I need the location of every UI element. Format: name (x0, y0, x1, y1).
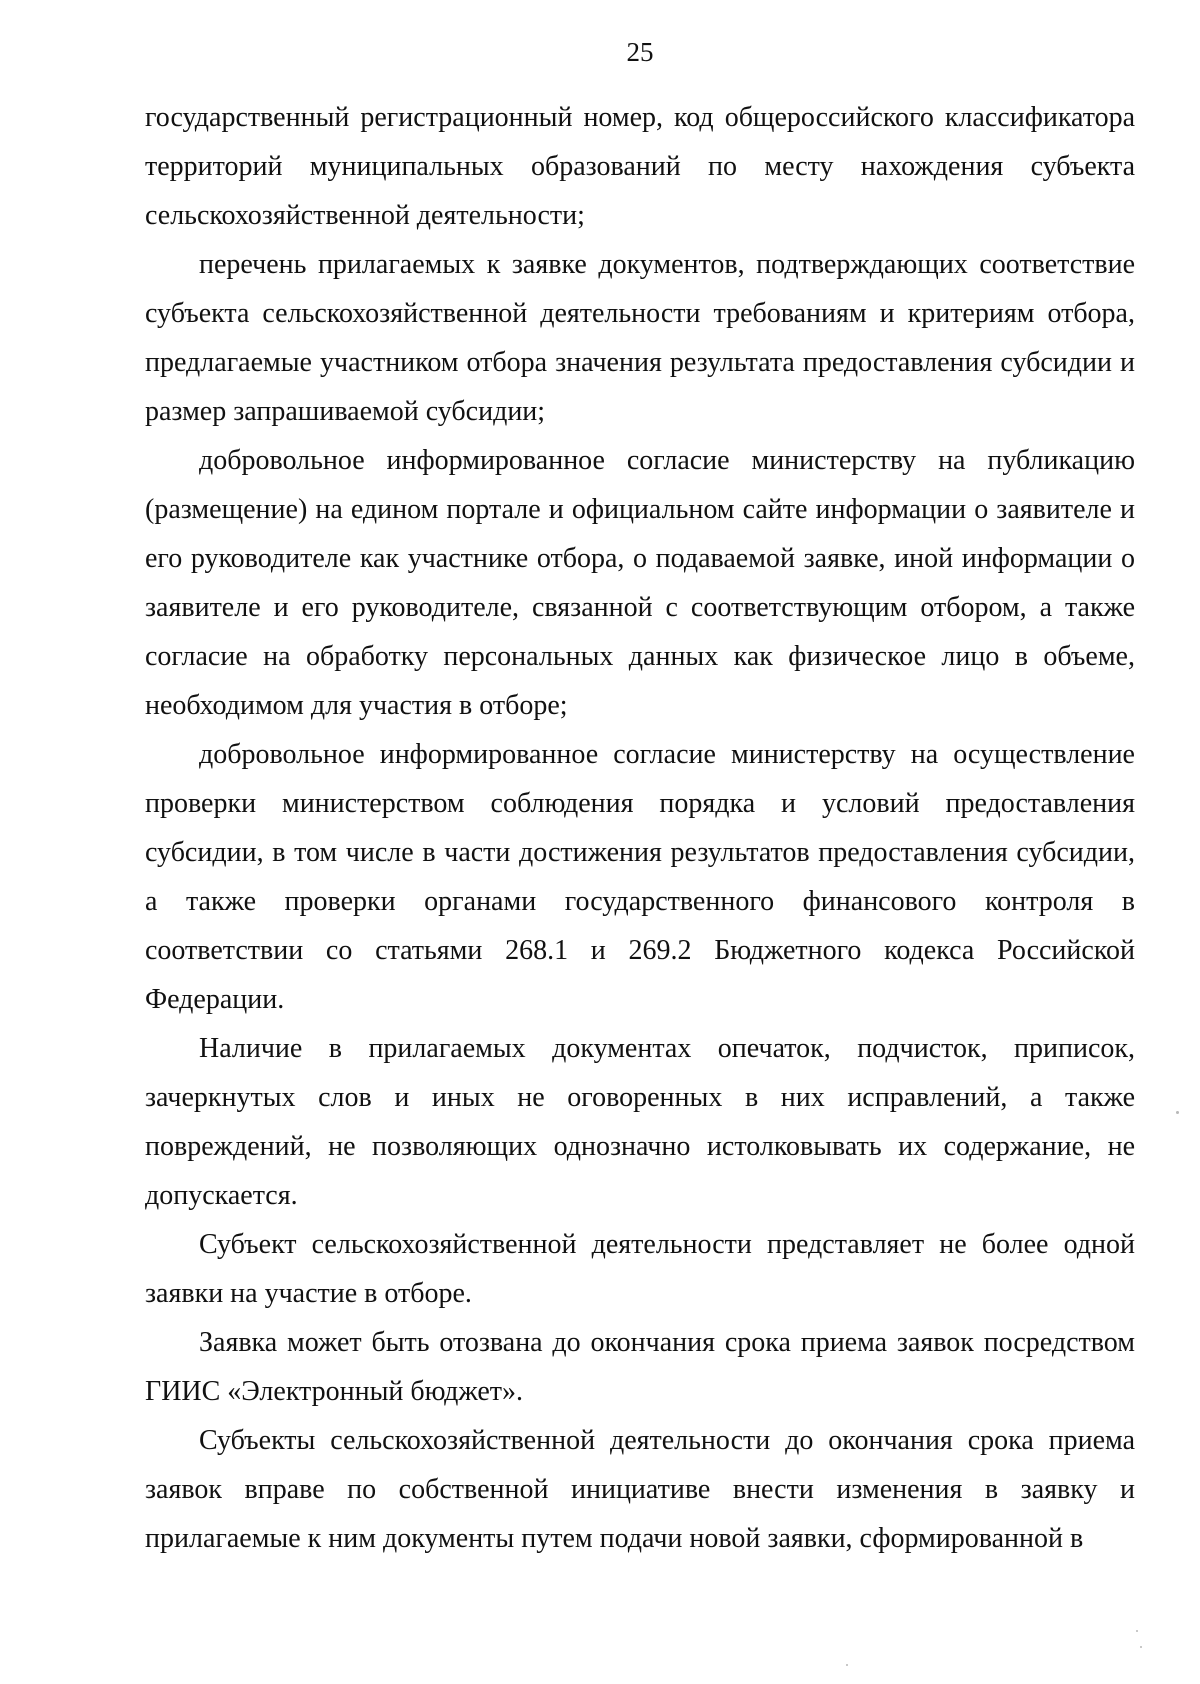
paragraph-single-application: Субъект сельскохозяйственной деятельности представляет не более одной заявки на участие в отборе. (145, 1229, 1135, 1309)
page-number: 25 (626, 37, 654, 67)
scan-speck (846, 1664, 848, 1666)
paragraph-withdrawal: Заявка может быть отозвана до окончания срока приема заявок посредством ГИИС «Электронный бюджет». (145, 1327, 1135, 1407)
paragraph-documents-list: перечень прилагаемых к заявке документов, подтверждающих соответствие субъекта сельскохозяйственной деятельности требованиям и критериям отбора, предлагаемые участником отбора значения результата предоставления субсидии и размер запрашиваемой субсидии; (145, 249, 1135, 427)
scan-speck (1140, 1646, 1142, 1648)
paragraph-publication-consent: добровольное информированное согласие министерству на публикацию (размещение) на едином портале и официальном сайте информации о заявителе и его руководителе как участнике отбора, о подаваемой заявке, иной информации о заявителе и его руководителе, связанной с соответствующим отбором, а также согласие на обработку персональных данных как физическое лицо в объеме, необходимом для участия в отборе; (145, 445, 1135, 721)
document-body (145, 93, 1135, 1563)
paragraph-verification-consent: добровольное информированное согласие министерству на осуществление проверки министерством соблюдения порядка и условий предоставления субсидии, в том числе в части достижения результатов предоставления субсидии, а также проверки органами государственного финансового контроля в соответствии со статьями 268.1 и 269.2 Бюджетного кодекса Российской Федерации. (145, 739, 1135, 1015)
scan-speck (1176, 1111, 1179, 1114)
paragraph-amendments: Субъекты сельскохозяйственной деятельности до окончания срока приема заявок вправе по собственной инициативе внести изменения в заявку и прилагаемые к ним документы путем подачи новой заявки, сформированной в (145, 1425, 1135, 1554)
paragraph-corrections-rule: Наличие в прилагаемых документах опечаток, подчисток, приписок, зачеркнутых слов и иных не оговоренных в них исправлений, а также повреждений, не позволяющих однозначно истолковывать их содержание, не допускается. (145, 1033, 1135, 1211)
scan-speck (1136, 1630, 1138, 1632)
paragraph-continuation: государственный регистрационный номер, код общероссийского классификатора территорий муниципальных образований по месту нахождения субъекта сельскохозяйственной деятельности; (145, 102, 1135, 231)
